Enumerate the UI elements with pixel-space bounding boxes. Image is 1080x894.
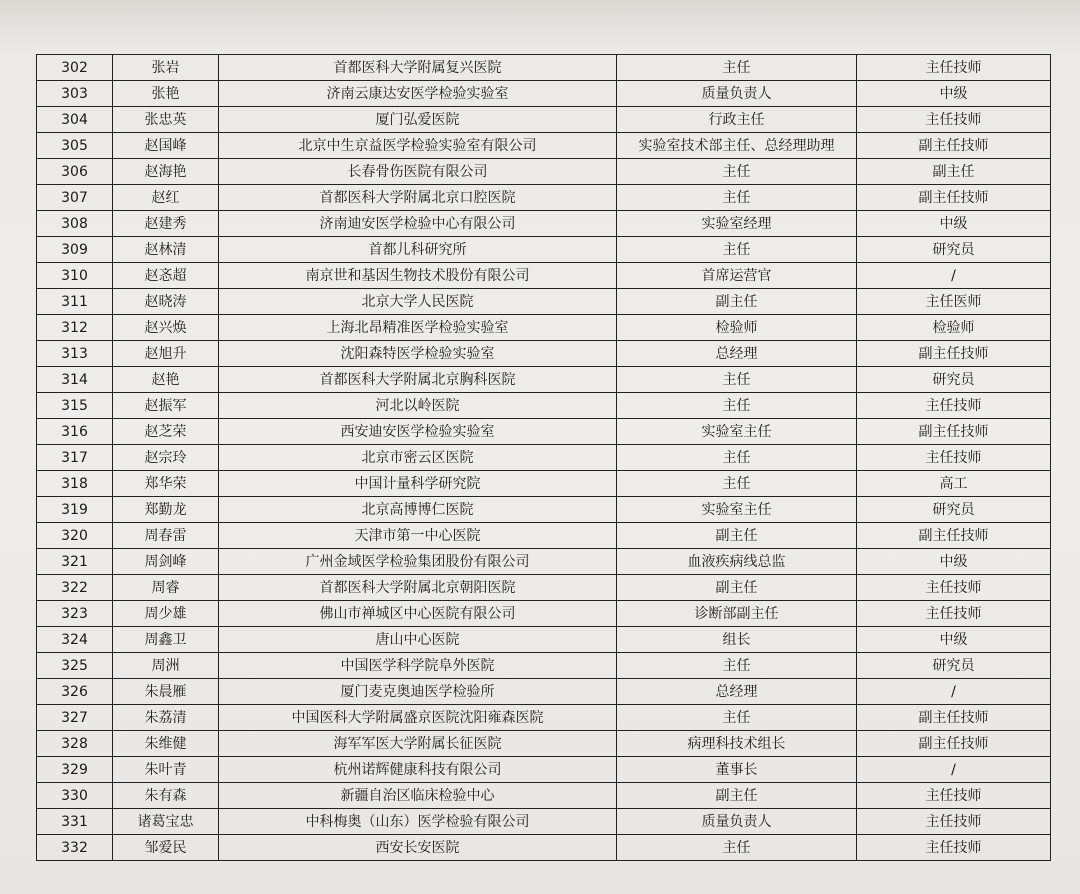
- organization-cell: 海军军医大学附属长征医院: [219, 731, 617, 757]
- organization-cell: 北京中生京益医学检验实验室有限公司: [219, 133, 617, 159]
- position-cell: 首席运营官: [617, 263, 857, 289]
- position-cell: 检验师: [617, 315, 857, 341]
- title-cell: 主任技师: [857, 783, 1051, 809]
- organization-cell: 首都医科大学附属复兴医院: [219, 55, 617, 81]
- row-number-cell: 310: [37, 263, 113, 289]
- row-number-cell: 320: [37, 523, 113, 549]
- table-body: [37, 55, 1051, 861]
- organization-cell: 厦门麦克奥迪医学检验所: [219, 679, 617, 705]
- page-bottom-margin: [0, 862, 1080, 894]
- name-cell: 周少雄: [113, 601, 219, 627]
- name-cell: 朱晨雁: [113, 679, 219, 705]
- title-cell: 检验师: [857, 315, 1051, 341]
- roster-table: [36, 54, 1051, 861]
- name-cell: 张忠英: [113, 107, 219, 133]
- name-cell: 赵宗玲: [113, 445, 219, 471]
- table-row: [37, 81, 1051, 107]
- title-cell: 中级: [857, 211, 1051, 237]
- title-cell: 副主任技师: [857, 419, 1051, 445]
- row-number-cell: 302: [37, 55, 113, 81]
- table-row: [37, 185, 1051, 211]
- name-cell: 赵国峰: [113, 133, 219, 159]
- name-cell: 朱叶青: [113, 757, 219, 783]
- table-row: [37, 289, 1051, 315]
- position-cell: 主任: [617, 835, 857, 861]
- position-cell: 质量负责人: [617, 81, 857, 107]
- row-number-cell: 324: [37, 627, 113, 653]
- table-row: [37, 835, 1051, 861]
- position-cell: 副主任: [617, 783, 857, 809]
- row-number-cell: 323: [37, 601, 113, 627]
- title-cell: 副主任技师: [857, 185, 1051, 211]
- row-number-cell: 308: [37, 211, 113, 237]
- name-cell: 邹爱民: [113, 835, 219, 861]
- organization-cell: 杭州诺辉健康科技有限公司: [219, 757, 617, 783]
- row-number-cell: 328: [37, 731, 113, 757]
- title-cell: 主任技师: [857, 55, 1051, 81]
- table-row: [37, 679, 1051, 705]
- table-row: [37, 341, 1051, 367]
- table-row: [37, 55, 1051, 81]
- position-cell: 副主任: [617, 575, 857, 601]
- organization-cell: 首都医科大学附属北京胸科医院: [219, 367, 617, 393]
- position-cell: 实验室技术部主任、总经理助理: [617, 133, 857, 159]
- title-cell: 中级: [857, 81, 1051, 107]
- row-number-cell: 317: [37, 445, 113, 471]
- organization-cell: 中国计量科学研究院: [219, 471, 617, 497]
- title-cell: 研究员: [857, 237, 1051, 263]
- name-cell: 朱维健: [113, 731, 219, 757]
- title-cell: 主任医师: [857, 289, 1051, 315]
- organization-cell: 天津市第一中心医院: [219, 523, 617, 549]
- name-cell: 赵建秀: [113, 211, 219, 237]
- title-cell: 研究员: [857, 497, 1051, 523]
- position-cell: 主任: [617, 393, 857, 419]
- row-number-cell: 318: [37, 471, 113, 497]
- position-cell: 董事长: [617, 757, 857, 783]
- name-cell: 张艳: [113, 81, 219, 107]
- title-cell: 副主任技师: [857, 133, 1051, 159]
- row-number-cell: 325: [37, 653, 113, 679]
- table-row: [37, 393, 1051, 419]
- position-cell: 病理科技术组长: [617, 731, 857, 757]
- table-row: [37, 523, 1051, 549]
- position-cell: 副主任: [617, 523, 857, 549]
- row-number-cell: 316: [37, 419, 113, 445]
- position-cell: 实验室经理: [617, 211, 857, 237]
- table-row: [37, 731, 1051, 757]
- table-row: [37, 549, 1051, 575]
- organization-cell: 中国医学科学院阜外医院: [219, 653, 617, 679]
- row-number-cell: 322: [37, 575, 113, 601]
- position-cell: 主任: [617, 445, 857, 471]
- row-number-cell: 331: [37, 809, 113, 835]
- row-number-cell: 326: [37, 679, 113, 705]
- organization-cell: 长春骨伤医院有限公司: [219, 159, 617, 185]
- organization-cell: 中国医科大学附属盛京医院沈阳雍森医院: [219, 705, 617, 731]
- table-row: [37, 653, 1051, 679]
- organization-cell: 北京大学人民医院: [219, 289, 617, 315]
- row-number-cell: 309: [37, 237, 113, 263]
- table-row: [37, 133, 1051, 159]
- table-row: [37, 497, 1051, 523]
- table-row: [37, 783, 1051, 809]
- organization-cell: 佛山市禅城区中心医院有限公司: [219, 601, 617, 627]
- row-number-cell: 332: [37, 835, 113, 861]
- name-cell: 郑华荣: [113, 471, 219, 497]
- name-cell: 周洲: [113, 653, 219, 679]
- organization-cell: 首都医科大学附属北京朝阳医院: [219, 575, 617, 601]
- name-cell: 周剑峰: [113, 549, 219, 575]
- title-cell: 研究员: [857, 367, 1051, 393]
- table-row: [37, 705, 1051, 731]
- title-cell: 副主任: [857, 159, 1051, 185]
- name-cell: 赵旭升: [113, 341, 219, 367]
- title-cell: 中级: [857, 627, 1051, 653]
- table-row: [37, 471, 1051, 497]
- name-cell: 赵忞超: [113, 263, 219, 289]
- position-cell: 主任: [617, 159, 857, 185]
- organization-cell: 唐山中心医院: [219, 627, 617, 653]
- name-cell: 周春雷: [113, 523, 219, 549]
- position-cell: 主任: [617, 653, 857, 679]
- position-cell: 组长: [617, 627, 857, 653]
- organization-cell: 西安长安医院: [219, 835, 617, 861]
- row-number-cell: 321: [37, 549, 113, 575]
- row-number-cell: 329: [37, 757, 113, 783]
- name-cell: 赵晓涛: [113, 289, 219, 315]
- table-row: [37, 211, 1051, 237]
- table-row: [37, 237, 1051, 263]
- table-row: [37, 315, 1051, 341]
- table-row: [37, 757, 1051, 783]
- row-number-cell: 314: [37, 367, 113, 393]
- position-cell: 总经理: [617, 341, 857, 367]
- title-cell: /: [857, 679, 1051, 705]
- title-cell: 副主任技师: [857, 523, 1051, 549]
- position-cell: 主任: [617, 471, 857, 497]
- position-cell: 实验室主任: [617, 497, 857, 523]
- row-number-cell: 305: [37, 133, 113, 159]
- name-cell: 赵艳: [113, 367, 219, 393]
- title-cell: 主任技师: [857, 575, 1051, 601]
- title-cell: 副主任技师: [857, 731, 1051, 757]
- organization-cell: 沈阳森特医学检验实验室: [219, 341, 617, 367]
- organization-cell: 北京市密云区医院: [219, 445, 617, 471]
- table-row: [37, 601, 1051, 627]
- title-cell: 主任技师: [857, 835, 1051, 861]
- row-number-cell: 307: [37, 185, 113, 211]
- title-cell: 高工: [857, 471, 1051, 497]
- row-number-cell: 304: [37, 107, 113, 133]
- organization-cell: 新疆自治区临床检验中心: [219, 783, 617, 809]
- title-cell: 副主任技师: [857, 705, 1051, 731]
- row-number-cell: 311: [37, 289, 113, 315]
- position-cell: 质量负责人: [617, 809, 857, 835]
- title-cell: 副主任技师: [857, 341, 1051, 367]
- position-cell: 主任: [617, 237, 857, 263]
- organization-cell: 中科梅奥（山东）医学检验有限公司: [219, 809, 617, 835]
- organization-cell: 厦门弘爱医院: [219, 107, 617, 133]
- organization-cell: 河北以岭医院: [219, 393, 617, 419]
- name-cell: 朱有森: [113, 783, 219, 809]
- organization-cell: 南京世和基因生物技术股份有限公司: [219, 263, 617, 289]
- organization-cell: 上海北昂精准医学检验实验室: [219, 315, 617, 341]
- organization-cell: 首都医科大学附属北京口腔医院: [219, 185, 617, 211]
- name-cell: 赵林清: [113, 237, 219, 263]
- row-number-cell: 313: [37, 341, 113, 367]
- table-row: [37, 419, 1051, 445]
- row-number-cell: 330: [37, 783, 113, 809]
- row-number-cell: 306: [37, 159, 113, 185]
- title-cell: 主任技师: [857, 393, 1051, 419]
- name-cell: 周睿: [113, 575, 219, 601]
- name-cell: 赵红: [113, 185, 219, 211]
- title-cell: 主任技师: [857, 809, 1051, 835]
- position-cell: 主任: [617, 185, 857, 211]
- table-row: [37, 107, 1051, 133]
- title-cell: 主任技师: [857, 601, 1051, 627]
- organization-cell: 济南云康达安医学检验实验室: [219, 81, 617, 107]
- table-row: [37, 627, 1051, 653]
- organization-cell: 西安迪安医学检验实验室: [219, 419, 617, 445]
- position-cell: 血液疾病线总监: [617, 549, 857, 575]
- title-cell: /: [857, 757, 1051, 783]
- position-cell: 总经理: [617, 679, 857, 705]
- table-row: [37, 809, 1051, 835]
- row-number-cell: 327: [37, 705, 113, 731]
- name-cell: 郑勤龙: [113, 497, 219, 523]
- name-cell: 赵兴焕: [113, 315, 219, 341]
- table-row: [37, 575, 1051, 601]
- title-cell: 中级: [857, 549, 1051, 575]
- position-cell: 副主任: [617, 289, 857, 315]
- table-row: [37, 445, 1051, 471]
- name-cell: 诸葛宝忠: [113, 809, 219, 835]
- position-cell: 实验室主任: [617, 419, 857, 445]
- name-cell: 周鑫卫: [113, 627, 219, 653]
- row-number-cell: 315: [37, 393, 113, 419]
- title-cell: /: [857, 263, 1051, 289]
- position-cell: 主任: [617, 367, 857, 393]
- position-cell: 诊断部副主任: [617, 601, 857, 627]
- organization-cell: 北京高博博仁医院: [219, 497, 617, 523]
- title-cell: 主任技师: [857, 445, 1051, 471]
- name-cell: 赵芝荣: [113, 419, 219, 445]
- row-number-cell: 319: [37, 497, 113, 523]
- name-cell: 朱荔清: [113, 705, 219, 731]
- organization-cell: 首都儿科研究所: [219, 237, 617, 263]
- position-cell: 行政主任: [617, 107, 857, 133]
- organization-cell: 广州金域医学检验集团股份有限公司: [219, 549, 617, 575]
- name-cell: 张岩: [113, 55, 219, 81]
- roster-table-container: [36, 54, 1050, 861]
- row-number-cell: 303: [37, 81, 113, 107]
- name-cell: 赵振军: [113, 393, 219, 419]
- row-number-cell: 312: [37, 315, 113, 341]
- name-cell: 赵海艳: [113, 159, 219, 185]
- position-cell: 主任: [617, 705, 857, 731]
- title-cell: 主任技师: [857, 107, 1051, 133]
- table-row: [37, 367, 1051, 393]
- position-cell: 主任: [617, 55, 857, 81]
- organization-cell: 济南迪安医学检验中心有限公司: [219, 211, 617, 237]
- table-row: [37, 159, 1051, 185]
- title-cell: 研究员: [857, 653, 1051, 679]
- table-row: [37, 263, 1051, 289]
